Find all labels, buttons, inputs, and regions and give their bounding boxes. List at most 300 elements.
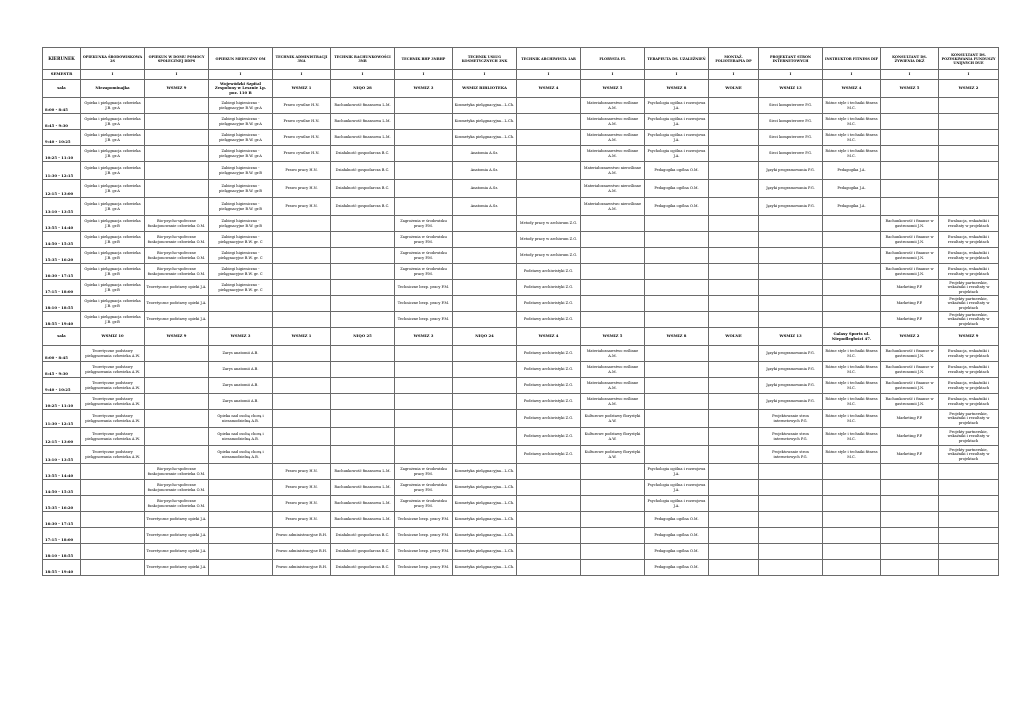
class-cell — [273, 378, 331, 394]
class-cell: Teoretyczne podstawy opieki J.A. — [145, 512, 209, 528]
class-cell: Kosmetyka pielęgnacyjna...L.Ch. — [453, 480, 517, 496]
semester-value: I — [709, 70, 759, 80]
class-cell: Ewaluacja, wskaźniki i rezultaty w projektach — [939, 248, 999, 264]
class-cell — [823, 464, 881, 480]
class-cell: Rachunkowość i finanse w gastronomii J.N. — [881, 362, 939, 378]
class-cell: Rachunkowość finansowa L.M. — [331, 512, 395, 528]
class-cell — [709, 130, 759, 146]
room-cell: Galaxy Sports ul. Niepodległości 47. — [823, 328, 881, 346]
class-cell: Prawo pracy H.N. — [273, 512, 331, 528]
class-cell: Projekty partnerskie, wskaźniki i rezultaty w projektach — [939, 280, 999, 296]
class-cell: Języki programowania P.G. — [759, 362, 823, 378]
class-cell: Ewaluacja, wskaźniki i rezultaty w projektach — [939, 232, 999, 248]
class-cell — [759, 544, 823, 560]
class-cell: Opieka nad osobą chorą i niesamodzielną A.B. — [209, 428, 273, 446]
class-cell — [881, 146, 939, 162]
class-cell — [81, 464, 145, 480]
class-cell: Podstawy archiwistyki Z.G. — [517, 362, 581, 378]
class-cell: Opieka i pielęgnacja człowieka J.B. gr.B — [81, 232, 145, 248]
time-slot-row — [43, 264, 999, 280]
class-cell — [453, 264, 517, 280]
class-cell: Opieka i pielęgnacja człowieka J.B. gr.A — [81, 180, 145, 198]
class-cell: Bio-psycho-społeczne funkcjonowanie człowieka O.M. — [145, 264, 209, 280]
class-cell: Prawo pracy H.N. — [273, 198, 331, 216]
class-cell: Techniczne bezp. pracy P.M. — [395, 560, 453, 576]
class-cell — [273, 446, 331, 464]
class-cell: Działalność gospodarcza B.C. — [331, 146, 395, 162]
class-cell — [823, 480, 881, 496]
class-cell: Kosmetyka pielęgnacyjna...L.Ch. — [453, 544, 517, 560]
class-cell: Prawo cywilne H.N. — [273, 146, 331, 162]
time-slot-row — [43, 162, 999, 180]
class-cell: Opieka i pielęgnacja człowieka J.B. gr.A — [81, 98, 145, 114]
class-cell — [273, 280, 331, 296]
class-cell — [709, 394, 759, 410]
class-cell — [881, 496, 939, 512]
class-cell: Zabiegi higieniczno - pielęgnacyjne B.W. gr.B — [209, 162, 273, 180]
class-cell — [759, 464, 823, 480]
semester-value: I — [939, 70, 999, 80]
class-cell — [881, 528, 939, 544]
class-cell — [453, 296, 517, 312]
class-cell: Ewaluacja, wskaźniki i rezultaty w projektach — [939, 346, 999, 362]
time-slot-row — [43, 146, 999, 162]
class-cell: Kosmetyka pielęgnacyjna...L.Ch. — [453, 560, 517, 576]
class-cell: Zabiegi higieniczno - pielęgnacyjne B.W. gr.B — [209, 198, 273, 216]
class-cell — [645, 410, 709, 428]
time-slot-row — [43, 280, 999, 296]
class-cell — [453, 248, 517, 264]
class-cell — [517, 162, 581, 180]
class-cell: Rachunkowość i finanse w gastronomii J.N. — [881, 346, 939, 362]
class-cell — [823, 496, 881, 512]
time-slot-row — [43, 410, 999, 428]
class-cell — [709, 480, 759, 496]
time-slot-label: 9:40 - 10:25 — [43, 378, 81, 394]
class-cell: Techniczne bezp. pracy P.M. — [395, 512, 453, 528]
time-slot-label: 12:15 - 13:00 — [43, 180, 81, 198]
class-cell: Pedagogika ogólna O.M. — [645, 512, 709, 528]
class-cell: Pedagogika J.A. — [823, 162, 881, 180]
class-cell — [145, 146, 209, 162]
class-cell: Zarys anatomii A.B. — [209, 378, 273, 394]
semester-value: I — [881, 70, 939, 80]
class-cell: Sieci komputerowe P.G. — [759, 114, 823, 130]
class-cell: Zagrożenia w środowisku pracy P.M. — [395, 496, 453, 512]
class-cell — [581, 216, 645, 232]
class-cell — [581, 232, 645, 248]
time-slot-row — [43, 312, 999, 328]
class-cell — [517, 130, 581, 146]
room-cell: WSMIZ 4 — [517, 80, 581, 98]
class-cell: Działalność gospodarcza B.C. — [331, 162, 395, 180]
class-cell — [517, 180, 581, 198]
time-slot-label: 9:40 - 10:25 — [43, 130, 81, 146]
class-cell — [395, 162, 453, 180]
class-cell: Różne style i techniki fitness M.C. — [823, 410, 881, 428]
semester-value: I — [517, 70, 581, 80]
class-cell — [453, 280, 517, 296]
room-cell: WOLNE — [709, 80, 759, 98]
class-cell: Opieka i pielęgnacja człowieka J.B. gr.B — [81, 216, 145, 232]
time-slot-label: 15:35 - 16:20 — [43, 248, 81, 264]
time-slot-row — [43, 114, 999, 130]
class-cell: Psychologia ogólna i rozwojowa J.A. — [645, 496, 709, 512]
class-cell — [273, 312, 331, 328]
class-cell: Bio-psycho-społeczne funkcjonowanie człowieka O.M. — [145, 216, 209, 232]
time-slot-label: 13:55 - 14:40 — [43, 216, 81, 232]
class-cell: Metody pracy w archiwum Z.G. — [517, 232, 581, 248]
class-cell: Pedagogika ogólna O.M. — [645, 180, 709, 198]
semester-value: I — [645, 70, 709, 80]
column-header: TECHNIK RACHUNKOWOŚCI 3NR — [331, 48, 395, 70]
room-cell: WSMIZ 13 — [759, 80, 823, 98]
class-cell — [331, 428, 395, 446]
class-cell: Zagrożenia w środowisku pracy P.M. — [395, 232, 453, 248]
class-cell — [581, 464, 645, 480]
time-slot-row — [43, 296, 999, 312]
class-cell — [331, 232, 395, 248]
time-slot-label: 18:55 - 19:40 — [43, 560, 81, 576]
class-cell: Kulturowe podstawy florystyki A.W. — [581, 428, 645, 446]
class-cell — [209, 512, 273, 528]
class-cell — [145, 394, 209, 410]
room-cell: WSMIZ 1 — [273, 328, 331, 346]
class-cell — [581, 296, 645, 312]
class-cell — [645, 378, 709, 394]
class-cell — [145, 446, 209, 464]
class-cell: Opieka i pielęgnacja człowieka J.B. gr.B — [81, 248, 145, 264]
class-cell: Marketing P.P. — [881, 446, 939, 464]
time-slot-row — [43, 496, 999, 512]
class-cell: Rachunkowość finansowa L.M. — [331, 130, 395, 146]
class-cell — [331, 394, 395, 410]
class-cell — [145, 378, 209, 394]
class-cell — [453, 446, 517, 464]
class-cell — [709, 216, 759, 232]
class-cell — [645, 216, 709, 232]
class-cell: Rachunkowość finansowa L.M. — [331, 464, 395, 480]
time-slot-row — [43, 512, 999, 528]
class-cell: Opieka i pielęgnacja człowieka J.B. gr.A — [81, 130, 145, 146]
class-cell: Teoretyczne podstawy pielęgnowania człowieka A.W. — [81, 362, 145, 378]
class-cell — [645, 446, 709, 464]
class-cell — [395, 198, 453, 216]
class-cell: Materiałoznawstwo roślinne A.M. — [581, 378, 645, 394]
class-cell — [331, 296, 395, 312]
room-cell: WSMIZ 8 — [645, 328, 709, 346]
class-cell: Rachunkowość i finanse w gastronomii J.N. — [881, 378, 939, 394]
class-cell — [453, 312, 517, 328]
class-cell: Prawo cywilne H.N. — [273, 114, 331, 130]
class-cell: Zagrożenia w środowisku pracy P.M. — [395, 264, 453, 280]
class-cell: Różne style i techniki fitness M.C. — [823, 362, 881, 378]
class-cell: Pedagogika ogólna O.M. — [645, 528, 709, 544]
class-cell — [709, 280, 759, 296]
room-cell: WSMIZ 13 — [759, 328, 823, 346]
class-cell — [759, 312, 823, 328]
class-cell: Ewaluacja, wskaźniki i rezultaty w projektach — [939, 394, 999, 410]
class-cell — [939, 464, 999, 480]
class-cell — [81, 496, 145, 512]
class-cell: Materiałoznawstwo roślinne A.M. — [581, 130, 645, 146]
class-cell — [823, 280, 881, 296]
class-cell — [273, 264, 331, 280]
schedule-table — [42, 47, 999, 576]
class-cell: Prawo pracy H.N. — [273, 464, 331, 480]
class-cell — [395, 98, 453, 114]
class-cell: Zabiegi higieniczno - pielęgnacyjne B.W. gr. C — [209, 264, 273, 280]
time-slot-row — [43, 362, 999, 378]
class-cell — [709, 446, 759, 464]
class-cell: Różne style i techniki fitness M.C. — [823, 130, 881, 146]
class-cell — [881, 114, 939, 130]
class-cell — [517, 146, 581, 162]
class-cell: Teoretyczne podstawy pielęgnowania człowieka A.W. — [81, 446, 145, 464]
kierunek-label: KIERUNEK — [43, 48, 81, 70]
class-cell: Zabiegi higieniczno - pielęgnacyjne B.W. gr.B — [209, 180, 273, 198]
class-cell — [517, 114, 581, 130]
room-cell: WSMIZ 5 — [581, 80, 645, 98]
column-header: OPIEKUN W DOMU POMOCY SPOŁECZNEJ DDPS — [145, 48, 209, 70]
class-cell — [881, 98, 939, 114]
class-cell — [581, 264, 645, 280]
class-cell: Opieka nad osobą chorą i niesamodzielną A.B. — [209, 410, 273, 428]
class-cell: Sieci komputerowe P.G. — [759, 146, 823, 162]
class-cell: Zabiegi higieniczno - pielęgnacyjne B.W. gr. C — [209, 248, 273, 264]
class-cell — [881, 512, 939, 528]
class-cell — [759, 216, 823, 232]
time-slot-label: 11:30 - 12:15 — [43, 410, 81, 428]
class-cell: Podstawy archiwistyki Z.G. — [517, 446, 581, 464]
class-cell — [939, 528, 999, 544]
class-cell: Kosmetyka pielęgnacyjna...L.Ch. — [453, 528, 517, 544]
class-cell — [709, 296, 759, 312]
class-cell: Zabiegi higieniczno - pielęgnacyjne B.W. gr.B — [209, 216, 273, 232]
time-slot-label: 11:30 - 12:15 — [43, 162, 81, 180]
class-cell: Projekty partnerskie, wskaźniki i rezultaty w projektach — [939, 296, 999, 312]
class-cell: Pedagogika J.A. — [823, 198, 881, 216]
class-cell: Prawo pracy H.N. — [273, 496, 331, 512]
class-cell: Podstawy archiwistyki Z.G. — [517, 394, 581, 410]
class-cell: Materiałoznawstwo roślinne A.M. — [581, 346, 645, 362]
class-cell: Rachunkowość finansowa L.M. — [331, 114, 395, 130]
class-cell: Bio-psycho-społeczne funkcjonowanie człowieka O.M. — [145, 496, 209, 512]
time-slot-label: 14:50 - 15:35 — [43, 480, 81, 496]
semester-value: I — [273, 70, 331, 80]
room-cell: WSMIZ 5 — [881, 80, 939, 98]
time-slot-label: 18:55 - 19:40 — [43, 312, 81, 328]
class-cell — [759, 248, 823, 264]
time-slot-label: 8:45 - 9:30 — [43, 362, 81, 378]
class-cell — [517, 512, 581, 528]
class-cell — [709, 180, 759, 198]
class-cell — [81, 544, 145, 560]
time-slot-label: 8:00 - 8:45 — [43, 98, 81, 114]
class-cell: Języki programowania P.G. — [759, 198, 823, 216]
class-cell: Pedagogika ogólna O.M. — [645, 198, 709, 216]
time-slot-row — [43, 560, 999, 576]
time-slot-row — [43, 480, 999, 496]
class-cell: Różne style i techniki fitness M.C. — [823, 98, 881, 114]
class-cell — [209, 464, 273, 480]
time-slot-row — [43, 248, 999, 264]
class-cell: Opieka i pielęgnacja człowieka J.B. gr.A — [81, 162, 145, 180]
class-cell — [645, 248, 709, 264]
time-slot-label: 13:55 - 14:40 — [43, 464, 81, 480]
room-cell: WSMIZ 4 — [823, 80, 881, 98]
class-cell: Kosmetyka pielęgnacyjna...L.Ch. — [453, 496, 517, 512]
class-cell — [759, 296, 823, 312]
class-cell — [759, 560, 823, 576]
class-cell — [331, 264, 395, 280]
class-cell: Pedagogika ogólna O.M. — [645, 544, 709, 560]
class-cell — [881, 180, 939, 198]
semester-value: I — [759, 70, 823, 80]
class-cell: Techniczne bezp. pracy P.M. — [395, 528, 453, 544]
class-cell: Opieka nad osobą chorą i niesamodzielną A.B. — [209, 446, 273, 464]
class-cell — [823, 248, 881, 264]
class-cell: Różne style i techniki fitness M.C. — [823, 394, 881, 410]
column-header: TECHNIK USŁUG KOSMETYCZNYCH 3NK — [453, 48, 517, 70]
class-cell — [709, 464, 759, 480]
class-cell — [395, 428, 453, 446]
class-cell — [453, 232, 517, 248]
class-cell — [395, 394, 453, 410]
class-cell — [331, 362, 395, 378]
class-cell: Kosmetyka pielęgnacyjna...L.Ch. — [453, 114, 517, 130]
class-cell: Prawo cywilne H.N. — [273, 98, 331, 114]
time-slot-label: 8:00 - 8:45 — [43, 346, 81, 362]
class-cell: Projekty partnerskie, wskaźniki i rezultaty w projektach — [939, 428, 999, 446]
class-cell — [709, 114, 759, 130]
class-cell — [209, 560, 273, 576]
time-slot-row — [43, 346, 999, 362]
class-cell: Bio-psycho-społeczne funkcjonowanie człowieka O.M. — [145, 232, 209, 248]
class-cell: Języki programowania P.G. — [759, 346, 823, 362]
class-cell — [273, 216, 331, 232]
class-cell — [823, 216, 881, 232]
class-cell: Psychologia ogólna i rozwojowa J.A. — [645, 480, 709, 496]
class-cell — [145, 130, 209, 146]
class-cell — [273, 296, 331, 312]
class-cell — [331, 216, 395, 232]
class-cell: Psychologia ogólna i rozwojowa J.A. — [645, 146, 709, 162]
column-header: KONSULTANT DS. POZYSKIWANIA FUNDUSZY UNIJNYCH DUE — [939, 48, 999, 70]
class-cell: Działalność gospodarcza B.C. — [331, 528, 395, 544]
semestr-label: SEMESTR — [43, 70, 81, 80]
class-cell — [581, 280, 645, 296]
room-cell: WSMIZ 8 — [645, 80, 709, 98]
class-cell: Rachunkowość finansowa L.M. — [331, 98, 395, 114]
class-cell — [939, 146, 999, 162]
class-cell: Prawo pracy H.N. — [273, 480, 331, 496]
class-cell — [453, 346, 517, 362]
class-cell — [645, 232, 709, 248]
class-cell: Teoretyczne podstawy opieki J.A. — [145, 280, 209, 296]
class-cell: Projektowanie stron internetowych P.G. — [759, 428, 823, 446]
room-cell: WSMIZ 3 — [395, 80, 453, 98]
class-cell — [823, 528, 881, 544]
class-cell — [759, 528, 823, 544]
time-slot-row — [43, 428, 999, 446]
class-cell: Działalność gospodarcza B.C. — [331, 544, 395, 560]
class-cell: Podstawy archiwistyki Z.G. — [517, 428, 581, 446]
room-cell: WSMIZ 4 — [517, 328, 581, 346]
class-cell — [823, 264, 881, 280]
class-cell — [209, 496, 273, 512]
class-cell — [395, 114, 453, 130]
class-cell: Rachunkowość i finanse w gastronomii J.N. — [881, 264, 939, 280]
class-cell: Materiałoznawstwo nieroślinne A.M. — [581, 198, 645, 216]
semester-value: I — [145, 70, 209, 80]
class-cell — [517, 528, 581, 544]
time-slot-row — [43, 198, 999, 216]
class-cell: Podstawy archiwistyki Z.G. — [517, 410, 581, 428]
sala-row — [43, 80, 999, 98]
class-cell: Prawo administracyjne B.H. — [273, 544, 331, 560]
class-cell — [823, 232, 881, 248]
class-cell — [939, 560, 999, 576]
class-cell: Zabiegi higieniczno - pielęgnacyjne B.W. gr. C — [209, 232, 273, 248]
class-cell: Podstawy archiwistyki Z.G. — [517, 346, 581, 362]
class-cell: Teoretyczne podstawy pielęgnowania człowieka A.W. — [81, 346, 145, 362]
class-cell — [517, 496, 581, 512]
class-cell: Zagrożenia w środowisku pracy P.M. — [395, 248, 453, 264]
class-cell: Podstawy archiwistyki Z.G. — [517, 312, 581, 328]
class-cell — [939, 180, 999, 198]
column-header: TECHNIK ADMINISTRACJI 3NA — [273, 48, 331, 70]
schedule-sheet — [42, 47, 996, 576]
semester-row — [43, 70, 999, 80]
class-cell: Działalność gospodarcza B.C. — [331, 180, 395, 198]
class-cell: Prawo pracy H.N. — [273, 162, 331, 180]
class-cell — [273, 394, 331, 410]
room-cell: WSMIZ 3 — [209, 328, 273, 346]
class-cell — [823, 312, 881, 328]
class-cell: Zabiegi higieniczno - pielęgnacyjne B.W. gr.A — [209, 114, 273, 130]
time-slot-label: 15:35 - 16:20 — [43, 496, 81, 512]
class-cell — [517, 198, 581, 216]
class-cell — [823, 296, 881, 312]
class-cell — [645, 394, 709, 410]
class-cell: Teoretyczne podstawy opieki J.A. — [145, 296, 209, 312]
class-cell: Różne style i techniki fitness M.C. — [823, 346, 881, 362]
class-cell: Teoretyczne podstawy opieki J.A. — [145, 312, 209, 328]
class-cell — [81, 480, 145, 496]
time-slot-row — [43, 446, 999, 464]
time-slot-label: 14:50 - 15:35 — [43, 232, 81, 248]
class-cell — [331, 248, 395, 264]
class-cell — [645, 312, 709, 328]
class-cell — [273, 362, 331, 378]
class-cell — [331, 410, 395, 428]
class-cell: Podstawy archiwistyki Z.G. — [517, 280, 581, 296]
class-cell — [709, 162, 759, 180]
class-cell: Prawo pracy H.N. — [273, 180, 331, 198]
class-cell: Opieka i pielęgnacja człowieka J.B. gr.A — [81, 146, 145, 162]
class-cell — [81, 528, 145, 544]
class-cell: Psychologia ogólna i rozwojowa J.A. — [645, 98, 709, 114]
room-cell: WSMIZ 9 — [939, 328, 999, 346]
time-slot-row — [43, 130, 999, 146]
class-cell: Sieci komputerowe P.G. — [759, 98, 823, 114]
room-cell: NIQO 25 — [331, 328, 395, 346]
class-cell: Techniczne bezp. pracy P.M. — [395, 280, 453, 296]
class-cell: Ewaluacja, wskaźniki i rezultaty w projektach — [939, 378, 999, 394]
class-cell — [145, 410, 209, 428]
class-cell: Prawo administracyjne B.H. — [273, 528, 331, 544]
